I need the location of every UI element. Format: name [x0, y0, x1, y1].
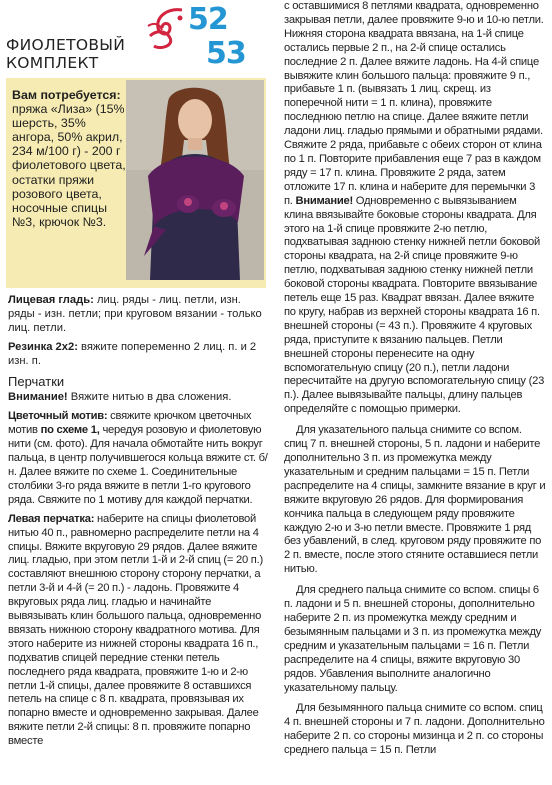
flower-paragraph	[8, 410, 268, 507]
left-glove-paragraph	[8, 513, 268, 749]
left-column	[8, 294, 268, 754]
right-paragraph-1a: с оставшимися 8 петлями квадрата, одновременно закрывая петли, далее провяжите 9-ю и 10-ю петли. Нижняя сторона квадрата ввязана, на 1-й спице остались первые 2 п., на 2-й спице остались последние 2 п. Далее вяжите ладонь. На 4-й спице вывяжите клин большого пальца: провяжите 9 п., прибавьте 1 п. (вывязать 1 лиц. скрещ. из поперечной нити = 1 п. клина), провяжите последнюю петлю на спице. Далее вяжите петли ладони лиц. гладью прямыми и обратными рядами. Свяжите 2 ряда, прибавьте с обеих сторон от клина по 1 п. Повторите прибавления еще 7 раз в каждом ряду = 17 п. клина. Провяжите 2 ряда, затем отложите 17 п. клина и наберите для перемычки 3 п.	[284, 0, 544, 207]
right-paragraph-1b: Одновременно с вывязыванием клина ввязывайте боковые стороны квадрата. Для этого на 1-й спице провяжите 2-ю петлю, подхватывая заднюю стенку нижней петли боковой стороны квадрата, на 2-й спице провяжите 9-ю петлю, подхватывая заднюю стенку нижней петли боковой стороны квадрата. Повторите ввязывание петель еще 15 раз. Квадрат ввязан. Далее вяжите по кругу, набрав из верхней стороны квадрата 16 п. внешней стороны (= 43 п.). Провяжите 4 круговых ряда, приступите к вязанию пальцев. Петли внешней стороны перенесите на одну вспомогательную спицу (20 п.), петли ладони пересчитайте на другую вспомогательную спицу (23 п.). Далее вывязывайте пальцы, длину пальцев определяйте с помощью примерки.	[284, 194, 545, 416]
pattern-number-53: 53	[206, 36, 246, 71]
flower-text-1: свяжите крючком цветочных мотив	[8, 410, 252, 437]
left-glove-label: Левая перчатка:	[8, 512, 95, 525]
right-column	[284, 0, 546, 758]
pattern-number-52: 52	[188, 2, 228, 37]
right-attention-label: Внимание!	[295, 194, 353, 207]
title-line-2: КОМПЛЕКТ	[6, 54, 99, 72]
flourish-ornament-icon	[146, 6, 186, 52]
stockinette-paragraph	[8, 294, 268, 336]
page-title	[6, 36, 156, 72]
materials-label: Вам потребуется:	[12, 88, 121, 102]
middle-finger-paragraph: Для среднего пальца снимите со вспом. спицы 6 п. ладони и 5 п. внешней стороны, дополнительно наберите 2 п. из промежутка между средним и безымянным пальцами и 3 п. из промежутка между средним и указательным пальцами = 16 п. Петли распределите на 4 спицы, вяжите вкруговую 30 рядов. Убавления выполните аналогично указательному пальцу.	[284, 584, 542, 694]
ring-finger-paragraph: Для безымянного пальца снимите со вспом. спиц 4 п. внешней стороны и 7 п. ладони. Дополнительно наберите 2 п. со стороны мизинца и 2 п. со стороны среднего пальца = 15 п. Петли	[284, 702, 545, 757]
title-line-1: ФИОЛЕТОВЫЙ	[6, 36, 126, 54]
flower-scheme-ref: по схеме 1,	[40, 424, 100, 437]
stockinette-label: Лицевая гладь:	[8, 294, 94, 306]
attention-paragraph	[8, 391, 268, 405]
model-photo	[126, 80, 264, 280]
model-illustration	[126, 80, 264, 280]
materials-text	[12, 88, 130, 229]
index-finger-paragraph: Для указательного пальца снимите со вспом. спиц 7 п. внешней стороны, 5 п. ладони и наберите дополнительно 3 п. из промежутка между указательным и средним пальцами = 15 п. Петли распределите на 4 спицы, замкните вязание в круг и вяжите вкруговую 26 рядов. Для формирования кончика пальца в следующем ряду провяжите каждую 2-ю и 3-ю петли вместе. Провяжите 1 ряд без убавлений, в след. круговом ряду провяжите по 2 п. вместе, после этого стяните оставшиеся петли нитью.	[284, 424, 546, 576]
rib-paragraph	[8, 341, 268, 369]
right-paragraph-1	[284, 0, 546, 417]
gloves-heading: Перчатки	[8, 373, 65, 389]
rib-label: Резинка 2х2:	[8, 340, 78, 353]
flower-text-2: чередуя розовую и фиолетовую нити (см. фото). Для начала обмотайте нить вокруг пальца, в центр получившегося кольца вяжите ст. б/н. Далее вяжите по схеме 1. Соединительные столбики 3-го ряда вяжите в петли 1-го кругового ряда. Свяжите по 1 мотиву для каждой перчатки.	[8, 424, 268, 506]
attention-text: Вяжите нитью в два сложения.	[70, 391, 232, 404]
left-glove-text: наберите на спицы фиолетовой нитью 40 п., равномерно распределите петли на 4 спицы. Вяжите вкруговую 29 рядов. Далее вяжите лиц. гладью, при этом петли 1-й и 2-й спиц (= 20 п.) составляют внешнюю сторону сторону перчатки, а петли 3-й и 4-й (= 20 п.) - ладонь. Провяжите 4 вкруговых ряда лиц. гладью и начинайте вывязывать клин большого пальца, одновременно ввязать нижнюю сторону квадратного мотива. Для этого наберите из нижней стороны квадрата 16 п., подхватив спицей передние стенки петель последнего ряда квадрата, провяжите 1-ю и 2-ю петли 1-й спицы, далее провяжите 8 оставшихся петель на спице с 8 п. квадрата, провязывая их попарно вместе и одновременно закрывая. Далее вяжите петли 2-й спицы: 8 п. провяжите попарно вместе	[8, 512, 263, 748]
attention-label: Внимание!	[8, 391, 68, 404]
flower-label: Цветочный мотив:	[8, 410, 108, 423]
rib-text: вяжите попеременно 2 лиц. п. и 2 изн. п.	[8, 340, 257, 367]
stockinette-text: лиц. ряды - лиц. петли, изн. ряды - изн. петли; при круговом вязании - только лиц. петли.	[8, 294, 262, 334]
materials-description: пряжа «Лиза» (15% шерсть, 35% ангора, 50% акрил, 234 м/100 г) - 200 г фиолетового цвета, остатки пряжи розового цвета, носочные спицы №3, крючок №3.	[12, 102, 126, 229]
